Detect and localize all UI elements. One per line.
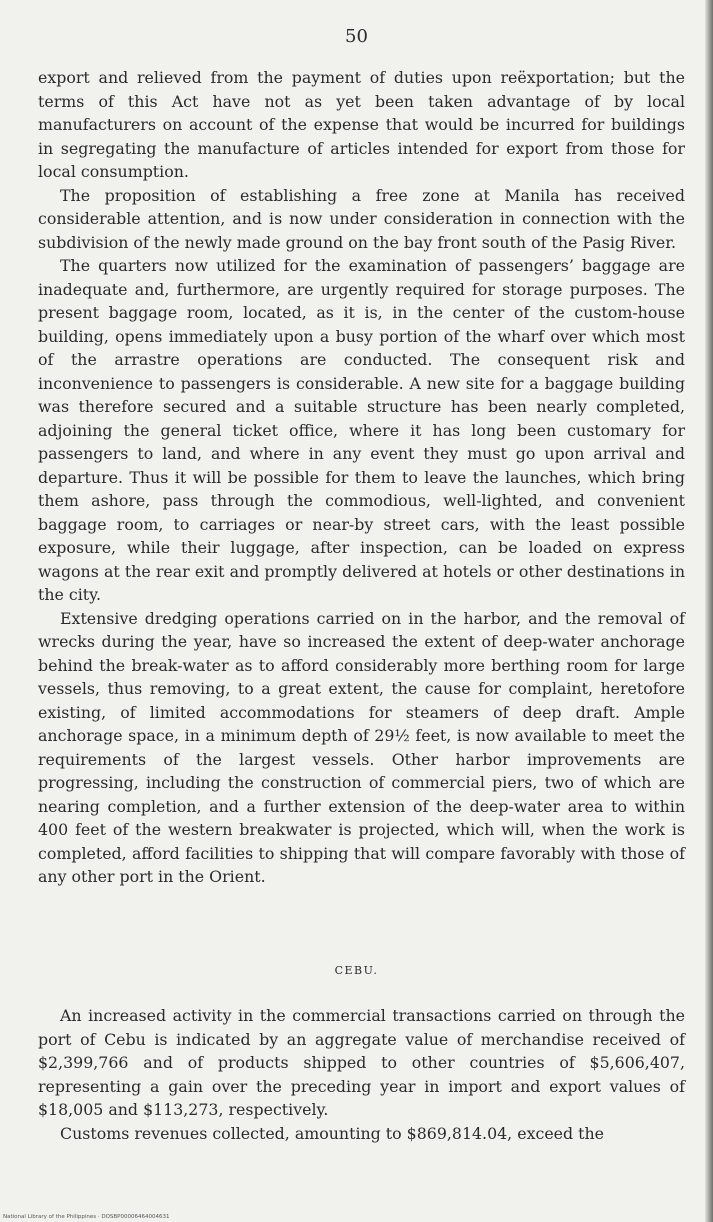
section-body-text [38,1004,685,1145]
section-heading: CEBU. [334,964,379,977]
paragraph-dredging: Extensive dredging operations carried on in the harbor, and the removal of wrecks during the year, have so increased the extent of deep-water anchorage behind the break-water as to afford considerably more berthing room for large vessels, thus removing, to a great extent, the cause for complaint, heretofore existing, of limited accommodations for steamers of deep draft. Ample anchorage space, in a minimum depth of 29½ feet, is now available to meet the requirements of the largest vessels. Other harbor improvements are progressing, including the construction of commercial piers, two of which are nearing completion, and a further extension of the deep-water area to within 400 feet of the western breakwater is projected, which will, when the work is completed, afford facilities to shipping that will compare favorably with those of any other port in the Orient. [38,608,685,886]
paragraph-cebu-trade: An increased activity in the commercial transactions carried on through the port of Cebu is indicated by an aggregate value of merchandise received of $2,399,766 and of products shipped to other countries of $5,606,407, representing a gain over the preceding year in import and export values of $18,005 and $113,273, respectively. [38,1006,685,1119]
footer-credit: National Library of the Philippines · DOSBP00006464004631 [3,1214,170,1220]
page-number: 50 [345,26,368,47]
page-edge-shadow [705,0,713,1222]
paragraph-baggage: The quarters now utilized for the examination of passengers’ baggage are inadequate and, furthermore, are urgently required for storage purposes. The present baggage room, located, as it is, in the center of the custom-house building, opens immediately upon a busy portion of the wharf over which most of the arrastre operations are conducted. The consequent risk and inconvenience to passengers is considerable. A new site for a baggage building was therefore secured and a suitable structure has been nearly completed, adjoining the general ticket office, where it has long been customary for passengers to land, and where in any event they must go upon arrival and departure. Thus it will be possible for them to leave the launches, which bring them ashore, pass through the commodious, well-lighted, and convenient baggage room, to carriages or near-by street cars, with the least possible exposure, while their luggage, after inspection, can be loaded on express wagons at the rear exit and promptly delivered at hotels or other destinations in the city. [38,256,685,604]
paragraph-continued: export and relieved from the payment of duties upon reëxportation; but the terms of this Act have not as yet been taken advantage of by local manufacturers on account of the expense that would be incurred for buildings in segregating the manufacture of articles intended for export from those for local consumption. [38,68,685,181]
body-text [38,66,685,889]
paragraph-free-zone: The proposition of establishing a free zone at Manila has received considerable attention, and is now under consideration in connection with the subdivision of the newly made ground on the bay front south of the Pasig River. [38,185,685,252]
paragraph-cebu-revenues: Customs revenues collected, amounting to $869,814.04, exceed the [60,1123,605,1143]
